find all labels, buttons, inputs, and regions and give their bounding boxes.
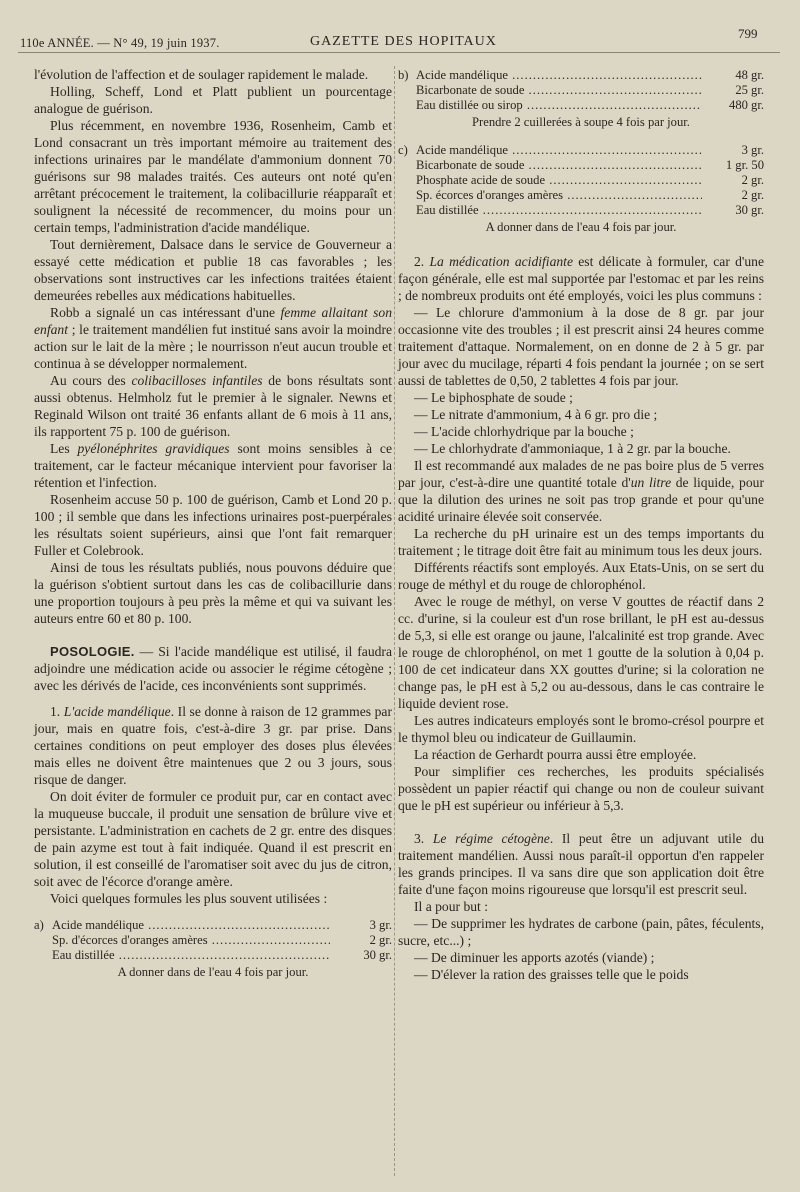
- issue-info: 110e ANNÉE. — N° 49, 19 juin 1937.: [20, 36, 220, 50]
- section-heading: POSOLOGIE.: [50, 644, 135, 659]
- paragraph: 3. Le régime cétogène. Il peut être un adjuvant utile du traitement mandélien. Aussi nous paraît-il opportun d'en rappeler les grands principes. Il va sans dire que son application doit être faite d'une façon moins rigoureuse que lorsqu'il est prescrit seul.: [398, 831, 764, 897]
- paragraph: La recherche du pH urinaire est un des temps importants du traitement ; le titrage doit être fait au minimum tous les deux jours.: [398, 526, 764, 558]
- list-item: — Le chlorure d'ammonium à la dose de 8 gr. par jour occasionne vite des troubles ; il est prescrit ainsi 24 heures comme traitement d'attaque. Normalement, on en donne de 2 à 5 gr. par jour avec du mucilage, réparti 4 fois pendant la journée ; on se sert aussi de tablettes de 0,50, 2 tablettes 4 fois par jour.: [398, 305, 764, 388]
- paragraph: La réaction de Gerhardt pourra aussi être employée.: [414, 747, 697, 762]
- journal-title: GAZETTE DES HOPITAUX: [310, 34, 497, 49]
- left-column: [34, 66, 392, 982]
- paragraph: Différents réactifs sont employés. Aux Etats-Unis, on se sert du rouge de méthyl et du rouge de chlorophénol.: [398, 560, 764, 592]
- paragraph: Il est recommandé aux malades de ne pas boire plus de 5 verres par jour, c'est-à-dire une quantité totale d'un litre de liquide, pour que la dilution des urines ne soit pas trop grande et pour qu'une acidité urinaire élevée soit conservée.: [398, 458, 764, 524]
- paragraph: l'évolution de l'affection et de soulager rapidement le malade.: [34, 67, 369, 82]
- header-rule: [18, 52, 780, 53]
- list-item: — De diminuer les apports azotés (viande) ;: [414, 950, 655, 965]
- paragraph: Rosenheim accuse 50 p. 100 de guérison, Camb et Lond 20 p. 100 ; il semble que dans les infections urinaires post-puerpérales les résultats soient supérieurs, ainsi que l'ont fait remarquer Fuller et Colebrook.: [34, 492, 392, 558]
- paragraph: Tout dernièrement, Dalsace dans le service de Gouverneur a essayé cette médication et publie 18 cas favorables ; les observations sont instructives car les infections traitées étaient demeurées rebelles aux médications habituelles.: [34, 237, 392, 303]
- paragraph: On doit éviter de formuler ce produit pur, car en contact avec la muqueuse buccale, il produit une sensation de brûlure vive et persistante. L'administration en cachets de 2 gr. entre des disques de pain azyme est tout à fait indiquée. Quand il est prescrit en solution, il est conseillé de l'aromatiser soit avec du jus de citron, soit avec de l'écorce d'orange amère.: [34, 789, 392, 889]
- formula-c: c) Acide mandélique ..... 3 gr. Bicarbonate de soude ..... 1 gr. 50 Phosphate acide de soude ..... 2 gr. Sp. écorces d'oranges amères ..... 2 gr. Eau distillée ..... 30 gr. A donner dans de l'eau 4 fois par jour.: [398, 143, 764, 235]
- paragraph: Robb a signalé un cas intéressant d'une femme allaitant son enfant ; le traitement mandélien fut institué sans avoir la moindre action sur le lait de la mère ; le nourrisson n'eut aucun trouble et continua à se développer normalement.: [34, 305, 392, 371]
- list-item: — De supprimer les hydrates de carbone (pain, pâtes, féculents, sucre, etc...) ;: [398, 916, 764, 948]
- paragraph: Pour simplifier ces recherches, les produits spécialisés possèdent un papier réactif qui change ou non de couleur suivant que le pH est supérieur ou inférieur à 5,3.: [398, 764, 764, 813]
- paragraph: Ainsi de tous les résultats publiés, nous pouvons déduire que la guérison s'obtient surtout dans les cas de colibacillurie dans une proportion toujours à peu près la même et qui va suivant les auteurs entre 60 et 80 p. 100.: [34, 560, 392, 626]
- formula-a: a) Acide mandélique ..... 3 gr. Sp. d'écorces d'oranges amères ..... 2 gr. Eau distillée ..... 30 gr. A donner dans de l'eau 4 fois par jour.: [34, 918, 392, 980]
- paragraph: Au cours des colibacilloses infantiles de bons résultats sont aussi obtenus. Helmholz fut le premier à le signaler. Newns et Reginald Wilson ont traité 36 enfants allant de 6 mois à 11 ans, ils rapportent 75 p. 100 de guérison.: [34, 373, 393, 439]
- list-item: — Le nitrate d'ammonium, 4 à 6 gr. pro die ;: [414, 407, 658, 422]
- page-number: 799: [738, 26, 758, 41]
- formula-b: b) Acide mandélique ..... 48 gr. Bicarbonate de soude ..... 25 gr. Eau distillée ou sirop ..... 480 gr. Prendre 2 cuillerées à soupe 4 fois par jour.: [398, 68, 764, 130]
- paragraph: Voici quelques formules les plus souvent utilisées :: [50, 891, 328, 906]
- list-item: — L'acide chlorhydrique par la bouche ;: [414, 424, 634, 439]
- paragraph: Holling, Scheff, Lond et Platt publient un pourcentage analogue de guérison.: [34, 84, 392, 116]
- formula-instruction: A donner dans de l'eau 4 fois par jour.: [485, 220, 677, 234]
- paragraph: 2. La médication acidifiante est délicate à formuler, car d'une façon générale, elle est mal supportée par l'estomac et par les reins ; de nombreux produits ont été employés, voici les plus communs :: [398, 254, 765, 303]
- formula-instruction: A donner dans de l'eau 4 fois par jour.: [117, 965, 309, 979]
- paragraph: 1. L'acide mandélique. Il se donne à raison de 12 grammes par jour, mais en quatre fois, c'est-à-dire 3 gr. par prise. Dans certaines conditions on peut employer des doses plus élevées mais elles ne doivent être maintenues que 2 ou 3 jours, sous risque de danger.: [34, 704, 392, 787]
- right-column: [398, 66, 764, 983]
- posologie-paragraph: POSOLOGIE. — Si l'acide mandélique est utilisé, il faudra adjoindre une médication acide ou associer le régime cétogène ; avec les dérivés de l'acide, ces inconvénients sont supprimés.: [34, 644, 392, 693]
- paragraph: Il a pour but :: [414, 899, 488, 914]
- paragraph: Les pyélonéphrites gravidiques sont moins sensibles à ce traitement, car le facteur mécanique intervient pour favoriser la rétention et l'infection.: [34, 441, 392, 490]
- paragraph: Les autres indicateurs employés sont le bromo-crésol pourpre et le thymol bleu ou indicateur de Guillaumin.: [398, 713, 764, 745]
- column-divider: [394, 66, 395, 1176]
- list-item: — D'élever la ration des graisses telle que le poids: [414, 967, 689, 982]
- list-item: — Le biphosphate de soude ;: [414, 390, 573, 405]
- formula-instruction: Prendre 2 cuillerées à soupe 4 fois par jour.: [472, 115, 690, 129]
- paragraph: Avec le rouge de méthyl, on verse V gouttes de réactif dans 2 cc. d'urine, si la couleur est d'un rose brillant, le pH est au-dessus de 5,3, si elle est orange ou jaune, l'alcalinité est trop grande. Avec le rouge de chlorophénol, on met 1 goutte de la solution à 0,04 p. 100 de cet indicateur dans XX gouttes d'urine; si la coloration ne change pas, le pH est à 5,2 ou au-dessous, dans le cas contraire le liquide devient rose.: [398, 594, 764, 711]
- list-item: — Le chlorhydrate d'ammoniaque, 1 à 2 gr. par la bouche.: [414, 441, 731, 456]
- paragraph: Plus récemment, en novembre 1936, Rosenheim, Camb et Lond consacrant un très important mémoire au traitement des infections urinaires par le mandélate d'ammonium donnent 70 guérisons sur 98 malades traités. Ces auteurs ont noté qu'en arrêtant précocement le traitement, la colibacillurie réapparaît et soulignent la nécessité de recommencer, du moins pour un certain temps, l'administration d'acide mandélique.: [34, 118, 392, 235]
